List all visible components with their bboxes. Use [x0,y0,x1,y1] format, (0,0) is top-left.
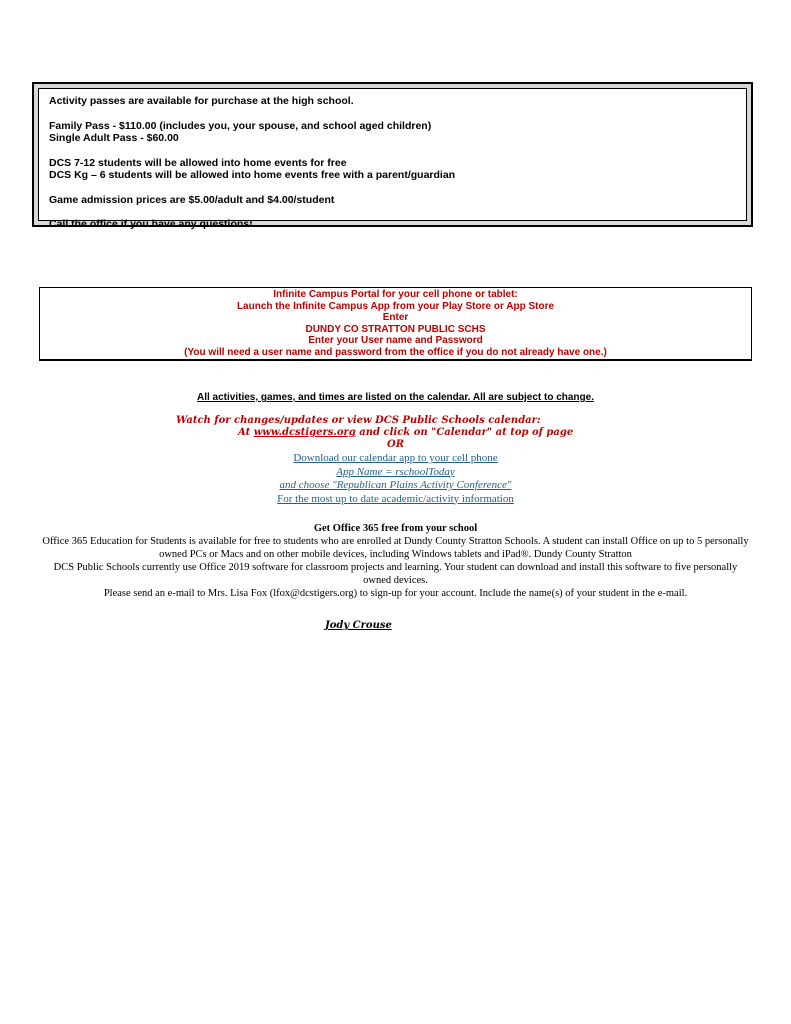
watch-line-2 [0,427,791,439]
infinite-campus-box [39,287,752,361]
family-pass-line: Family Pass - $110.00 (includes you, your spouse, and school aged children) [49,119,432,132]
activity-pass-box [32,82,753,230]
calendar-note: All activities, games, and times are listed on the calendar. All are subject to change. [197,392,594,403]
admission-line: Game admission prices are $5.00/adult and $4.00/student [49,193,335,206]
watch-section [0,415,791,451]
campus-line: Enter your User name and Password [308,335,483,347]
campus-district-name: DUNDY CO STRATTON PUBLIC SCHS [305,323,486,335]
dcstigers-link[interactable]: www.dcstigers.org [253,427,356,438]
office365-para: Office 365 Education for Students is available for free to students who are enrolled at Dundy County Stratton Schools. A student can install Office on up to 5 personally owned PCs or Macs and on other mobile devices, including Windows tablets and iPad®. Dundy County Stratton [42,536,749,560]
info-link[interactable]: For the most up to date academic/activity information [277,492,514,505]
activity-pass-content [38,88,747,230]
download-app-link[interactable]: Download our calendar app to your cell phone [293,452,498,464]
office365-para: DCS Public Schools currently use Office 2019 software for classroom projects and learning. Your student can download and install this software to five personally owned devices. [53,562,738,586]
watch-suffix: and click on "Calendar" at top of page [355,427,574,438]
office365-para: Please send an e-mail to Mrs. Lisa Fox (lfox@dcstigers.org) to sign-up for your account. Include the name(s) of your student in the e-mail. [103,588,688,599]
watch-prefix: At [238,427,254,438]
activity-line: Activity passes are available for purchase at the high school. [49,95,354,107]
conference-link[interactable]: and choose "Republican Plains Activity Conference" [279,479,512,491]
campus-line: Launch the Infinite Campus App from your Play Store or App Store [236,300,555,312]
or-line: OR [386,439,405,450]
app-name-link[interactable]: App Name = rschoolToday [336,465,455,478]
app-links [0,452,791,506]
students-kg6-line: DCS Kg – 6 students will be allowed into home events free with a parent/guardian [49,169,456,181]
single-pass-line: Single Adult Pass - $60.00 [49,132,179,144]
signature: Jody Crouse [325,620,392,631]
office365-title: Get Office 365 free from your school [313,523,478,534]
campus-line: Enter [382,312,409,324]
call-office-line: Call the office if you have any questions! [49,218,253,230]
campus-line: (You will need a user name and password from the office if you do not already have one.) [184,346,607,358]
campus-line: Infinite Campus Portal for your cell phone or tablet: [273,289,518,300]
office365-section [40,522,751,600]
students-712-line: DCS 7-12 students will be allowed into home events for free [49,156,347,169]
watch-line: Watch for changes/updates or view DCS Public Schools calendar: [176,415,541,426]
